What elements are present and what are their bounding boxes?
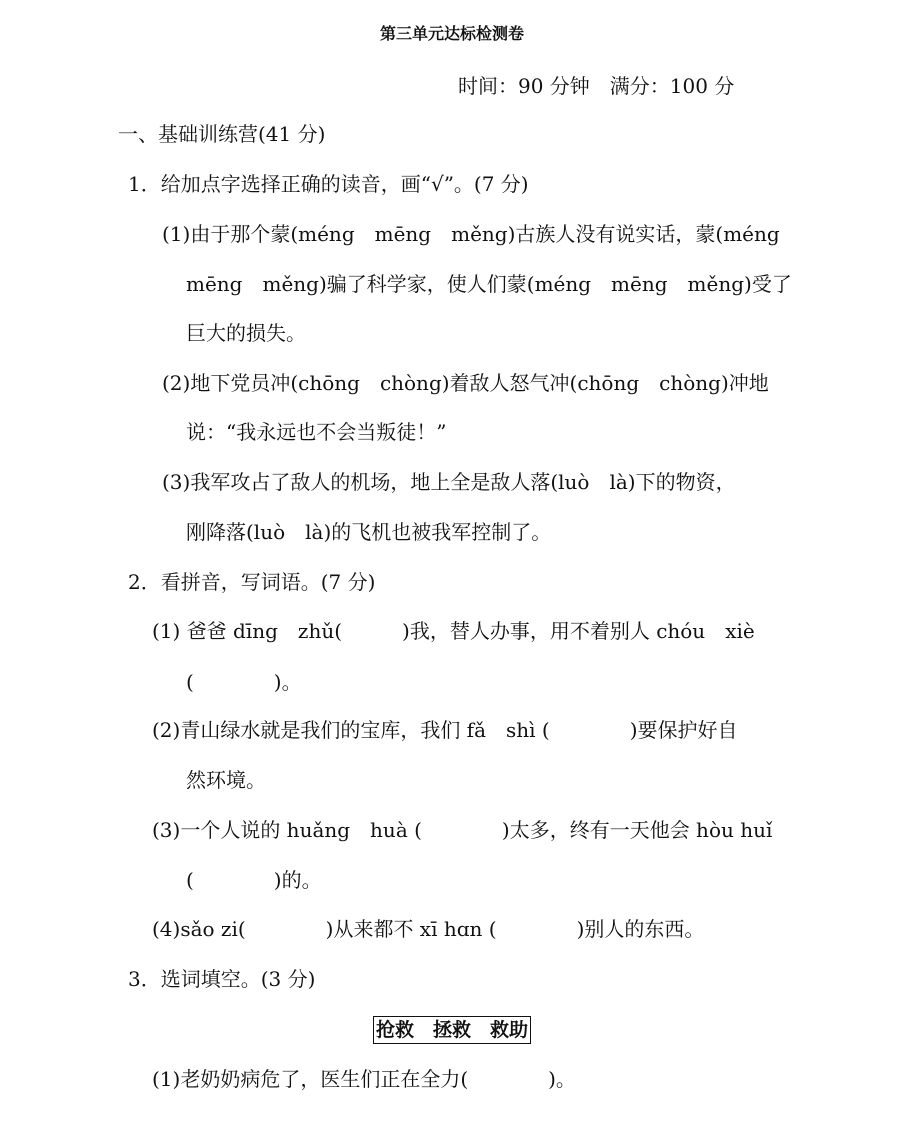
exam-meta: 时间：90 分钟 满分：100 分 [458, 74, 735, 98]
question-3-item-1-line-1: (1)老奶奶病危了，医生们正在全力( )。 [152, 1067, 576, 1091]
question-1-item-3-line-1: (3)我军攻占了敌人的机场，地上全是敌人落(luò là)下的物资， [162, 470, 736, 494]
question-1-item-2-line-2: 说：“我永远也不会当叛徒！” [186, 420, 447, 444]
question-3-stem: 3．选词填空。(3 分) [128, 967, 316, 991]
question-2-stem: 2．看拼音，写词语。(7 分) [128, 570, 376, 594]
question-2-item-2-line-1: (2)青山绿水就是我们的宝库，我们 fǎ shì ( )要保护好自 [152, 718, 738, 742]
question-2-item-1-line-2: ( )。 [186, 670, 302, 694]
question-1-item-2-line-1: (2)地下党员冲(chōng chòng)着敌人怒气冲(chōng chòng)冲地 [162, 371, 769, 395]
section-heading: 一、基础训练营(41 分) [118, 122, 326, 146]
question-2-item-3-line-2: ( )的。 [186, 868, 322, 892]
page-title: 第三单元达标检测卷 [379, 24, 524, 43]
question-1-item-1-line-2: mēng měng)骗了科学家，使人们蒙(méng mēng měng)受了 [186, 272, 792, 296]
question-2-item-2-line-2: 然环境。 [186, 768, 266, 792]
question-2-item-1-line-1: (1) 爸爸 dīng zhǔ( )我，替人办事，用不着别人 chóu xiè [152, 619, 755, 643]
question-1-item-1-line-1: (1)由于那个蒙(méng mēng měng)古族人没有说实话，蒙(méng [162, 222, 780, 246]
question-1-stem: 1．给加点字选择正确的读音，画“√”。(7 分) [128, 172, 529, 196]
question-1-item-1-line-3: 巨大的损失。 [186, 321, 306, 345]
word-choice-box [0, 1016, 904, 1044]
question-2-item-4-line-1: (4)sǎo zi( )从来都不 xī hɑn ( )别人的东西。 [152, 917, 705, 941]
question-2-item-3-line-1: (3)一个人说的 huǎng huà ( )太多，终有一天他会 hòu huǐ [152, 818, 773, 842]
word-choices: 抢救 拯救 救助 [373, 1016, 531, 1044]
question-1-item-3-line-2: 刚降落(luò là)的飞机也被我军控制了。 [186, 520, 552, 544]
